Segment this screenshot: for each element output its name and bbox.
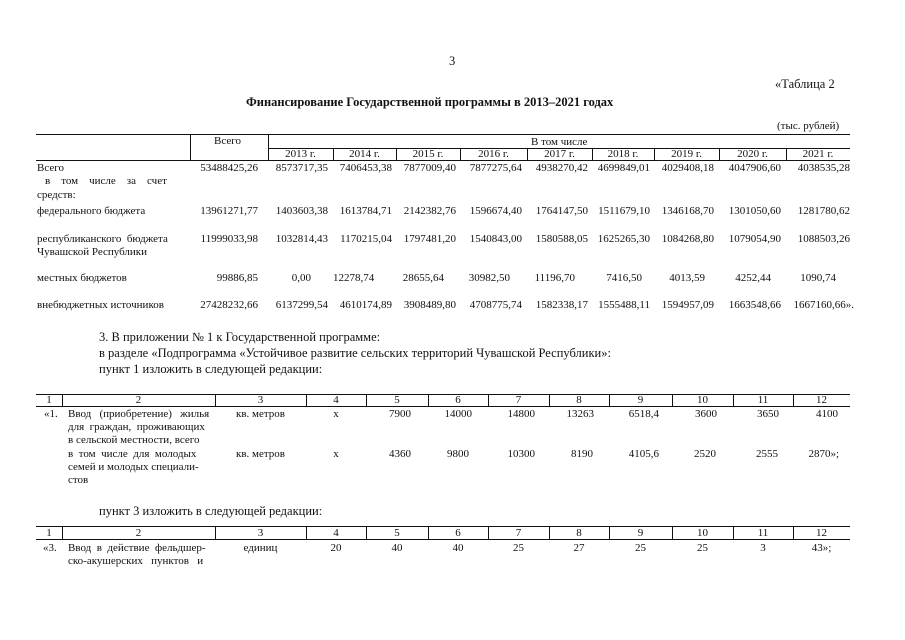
cell: 1281780,62 [797, 205, 850, 217]
item-description: стов [68, 474, 89, 486]
row-label: в том числе за счет [45, 175, 167, 187]
cell: 6137299,54 [275, 299, 328, 311]
cell: 7900 [389, 408, 411, 420]
cell: 4699849,01 [597, 162, 650, 174]
cell: 7877009,40 [403, 162, 456, 174]
section-text: пункт 3 изложить в следующей редакции: [99, 504, 323, 518]
item-description: Ввод (приобретение) жилья [68, 408, 210, 420]
column-number: 6 [455, 394, 461, 406]
cell: 2555 [756, 448, 778, 460]
column-number: 7 [515, 527, 522, 539]
item-description: в том числе для молодых [68, 448, 197, 460]
cell: 28655,64 [402, 272, 444, 284]
cell: 25 [697, 542, 708, 554]
cell: 13263 [566, 408, 594, 420]
table-label: «Таблица 2 [775, 77, 835, 91]
cell: 4360 [389, 448, 411, 460]
cell: 1090,74 [800, 272, 836, 284]
item-unit: кв. метров [235, 448, 286, 460]
item-description: в сельской местности, всего [68, 434, 200, 446]
cell: 7406453,38 [339, 162, 392, 174]
column-number: 7 [515, 394, 522, 406]
cell: 1613784,71 [339, 205, 392, 217]
row-total: 99886,85 [216, 272, 258, 284]
cell: 1084268,80 [661, 233, 714, 245]
year-header: 2015 г. [412, 148, 444, 160]
item-description: Ввод в действие фельдшер- [68, 542, 206, 554]
column-number: 4 [333, 394, 339, 406]
cell: 14800 [507, 408, 535, 420]
cell: 1346168,70 [661, 205, 714, 217]
column-number: 3 [257, 527, 264, 539]
row-total: 53488425,26 [200, 162, 258, 174]
cell: 1663548,66 [728, 299, 781, 311]
cell: 4610174,89 [339, 299, 392, 311]
column-total-header: Всего [214, 135, 241, 147]
page-number: 3 [449, 54, 456, 68]
column-number: 1 [46, 527, 52, 539]
item-unit: кв. метров [235, 408, 286, 420]
row-label: средств: [37, 189, 76, 201]
cell: 25 [635, 542, 646, 554]
column-number: 8 [576, 394, 582, 406]
cell: 43»; [811, 542, 832, 554]
year-header: 2016 г. [478, 148, 509, 160]
year-header: 2021 г. [802, 148, 834, 160]
page-title: Финансирование Государственной программы в 2013–2021 годах [246, 95, 614, 109]
cell: 4047906,60 [728, 162, 781, 174]
year-header: 2017 г. [544, 148, 575, 160]
cell: 1088503,26 [797, 233, 850, 245]
cell: 40 [452, 542, 464, 554]
row-label: федерального бюджета [37, 205, 146, 217]
cell: 1170215,04 [340, 233, 392, 245]
cell: 4938270,42 [535, 162, 588, 174]
item-unit: единиц [243, 542, 278, 554]
item-description: ско-акушерских пунктов и [68, 555, 204, 567]
year-header: 2019 г. [671, 148, 702, 160]
cell: 1301050,60 [728, 205, 781, 217]
cell: 25 [513, 542, 524, 554]
cell: 0,00 [291, 272, 311, 284]
cell: 1580588,05 [535, 233, 588, 245]
cell: 40 [391, 542, 403, 554]
column-number: 1 [46, 394, 52, 406]
cell: х [333, 448, 339, 460]
cell: 1594957,09 [661, 299, 714, 311]
column-number: 5 [394, 394, 400, 406]
year-header: 2014 г. [349, 148, 380, 160]
cell: х [333, 408, 339, 420]
cell: 3 [760, 542, 766, 554]
row-total: 27428232,66 [200, 299, 258, 311]
cell: 2142382,76 [403, 205, 456, 217]
cell: 1764147,50 [535, 205, 588, 217]
cell: 27 [573, 542, 585, 554]
row-label: местных бюджетов [37, 272, 127, 284]
column-number: 3 [257, 394, 264, 406]
cell: 12278,74 [333, 272, 375, 284]
cell: 20 [330, 542, 342, 554]
cell: 8190 [571, 448, 593, 460]
cell: 4013,59 [669, 272, 705, 284]
cell: 7877275,64 [469, 162, 522, 174]
cell: 1625265,30 [597, 233, 650, 245]
column-number: 9 [637, 394, 644, 406]
cell: 1032814,43 [275, 233, 328, 245]
units-label: (тыс. рублей) [777, 120, 840, 132]
year-header: 2020 г. [737, 148, 768, 160]
year-header: 2013 г. [285, 148, 316, 160]
cell: 7416,50 [606, 272, 642, 284]
row-total: 11999033,98 [200, 233, 258, 245]
cell: 11196,70 [534, 272, 575, 284]
cell: 1079054,90 [728, 233, 781, 245]
column-number: 12 [816, 394, 827, 406]
cell: 4708775,74 [469, 299, 522, 311]
year-header: 2018 г. [607, 148, 639, 160]
cell: 1797481,20 [403, 233, 456, 245]
cell: 3650 [757, 408, 779, 420]
cell: 1582338,17 [535, 299, 588, 311]
column-number: 4 [333, 527, 339, 539]
column-number: 12 [816, 527, 827, 539]
row-label: внебюджетных источников [37, 299, 164, 311]
column-number: 10 [697, 527, 708, 539]
cell: 1555488,11 [598, 299, 650, 311]
column-number: 2 [135, 394, 142, 406]
cell: 6518,4 [628, 408, 659, 420]
cell: 1667160,66». [793, 299, 854, 311]
column-number: 10 [697, 394, 708, 406]
cell: 3600 [695, 408, 717, 420]
cell: 4105,6 [628, 448, 659, 460]
item-number: «1. [44, 408, 58, 420]
cell: 1511679,10 [598, 205, 650, 217]
cell: 4252,44 [735, 272, 771, 284]
cell: 4029408,18 [661, 162, 714, 174]
row-label: Чувашской Республики [37, 246, 148, 258]
cell: 1596674,40 [469, 205, 522, 217]
cell: 1403603,38 [275, 205, 328, 217]
column-number: 9 [637, 527, 644, 539]
cell: 8573717,35 [275, 162, 328, 174]
cell: 4038535,28 [797, 162, 850, 174]
cell: 9800 [447, 448, 469, 460]
cell: 2520 [694, 448, 716, 460]
item-description: для граждан, проживающих [68, 421, 205, 433]
row-label: республиканского бюджета [37, 233, 168, 245]
cell: 10300 [507, 448, 535, 460]
cell: 3908489,80 [403, 299, 456, 311]
cell: 30982,50 [468, 272, 510, 284]
column-number: 11 [757, 394, 769, 406]
column-including-header: В том числе [531, 136, 588, 148]
column-number: 6 [455, 527, 461, 539]
cell: 14000 [444, 408, 472, 420]
column-number: 11 [757, 527, 769, 539]
row-total: 13961271,77 [200, 205, 258, 217]
section-text: в разделе «Подпрограмма «Устойчивое развитие сельских территорий Чувашской Республики»: [99, 346, 611, 360]
row-label: Всего [37, 162, 64, 174]
column-number: 8 [576, 527, 582, 539]
section-heading: 3. В приложении № 1 к Государственной программе: [99, 330, 381, 344]
item-description: семей и молодых специали- [68, 461, 199, 473]
column-number: 5 [394, 527, 400, 539]
cell: 1540843,00 [469, 233, 522, 245]
cell: 4100 [816, 408, 838, 420]
cell: 2870»; [808, 448, 839, 460]
column-number: 2 [135, 527, 142, 539]
section-text: пункт 1 изложить в следующей редакции: [99, 362, 323, 376]
item-number: «3. [43, 542, 57, 554]
